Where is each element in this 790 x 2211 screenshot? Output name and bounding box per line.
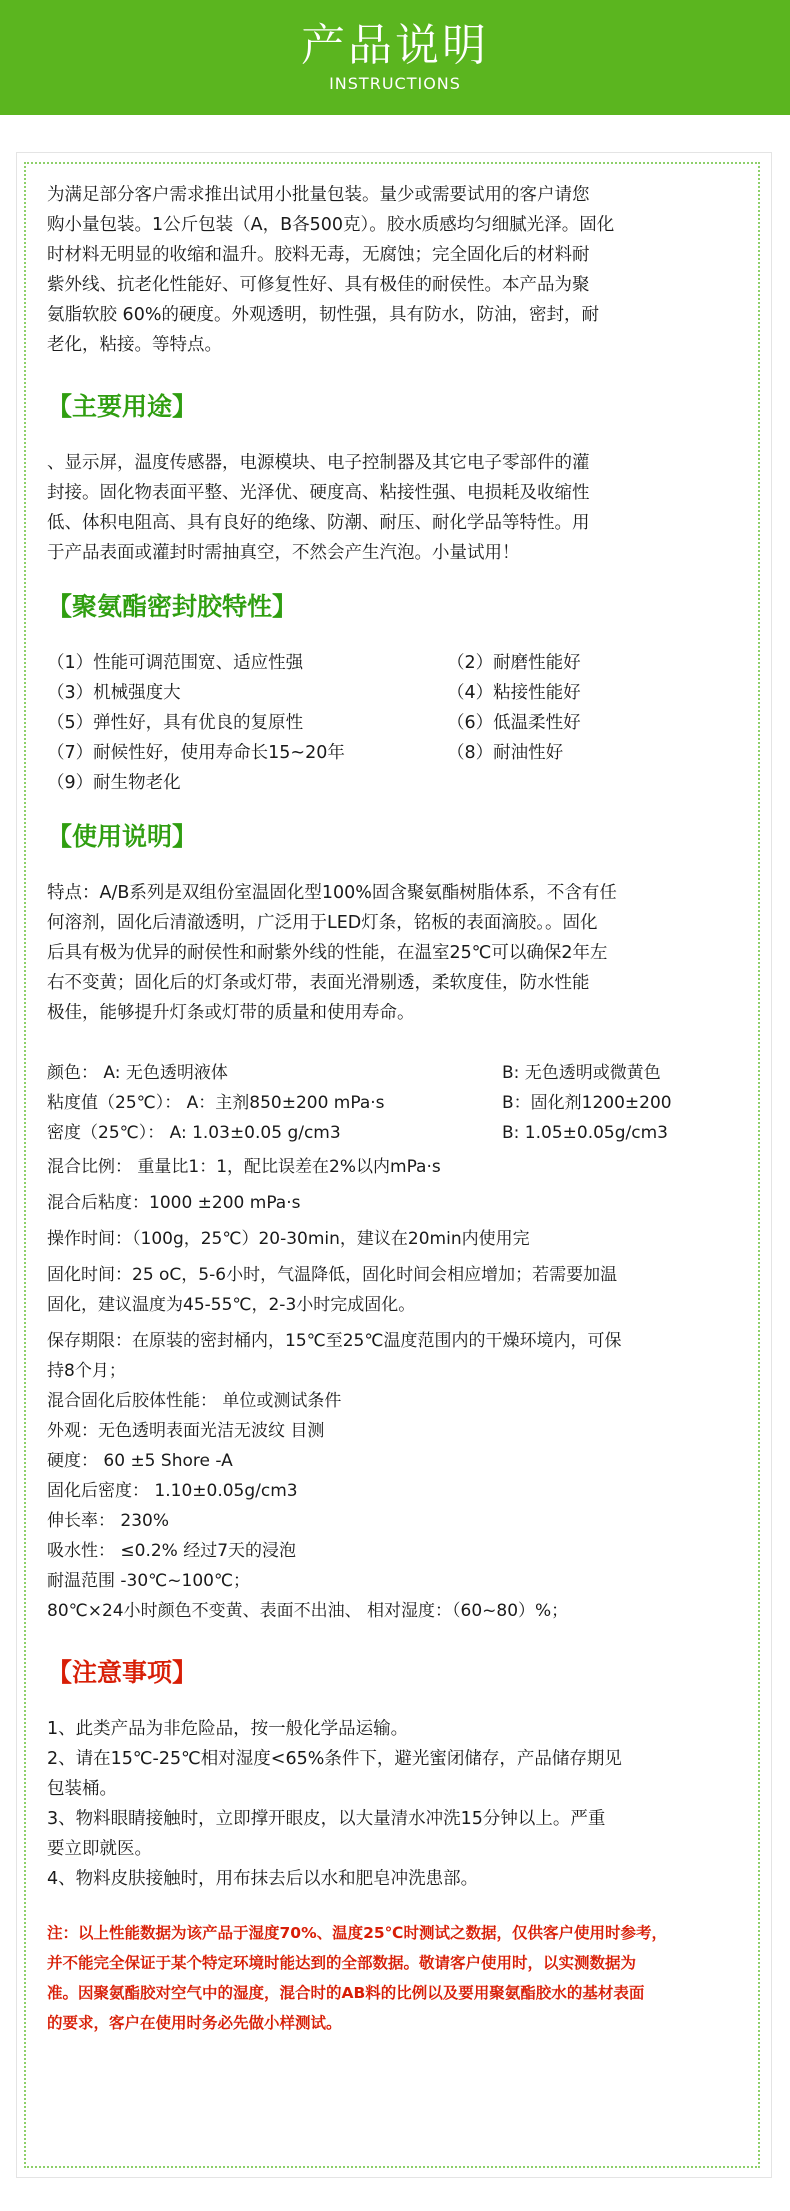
spec-density-a: 密度（25℃）： A: 1.03±0.05 g/cm3 xyxy=(47,1123,341,1143)
caution-item: 2、请在15℃-25℃相对湿度<65%条件下，避光蜜闭储存，产品储存期见 包装桶。 xyxy=(47,1749,622,1799)
caution-item: 3、物料眼睛接触时，立即撑开眼皮，以大量清水冲洗15分钟以上。严重 要立即就医。 xyxy=(47,1809,606,1859)
feature-item: （5）弹性好，具有优良的复原性 xyxy=(47,713,304,733)
feature-item: （7）耐候性好，使用寿命长15~20年 xyxy=(47,743,345,763)
feature-item: （6）低温柔性好 xyxy=(447,713,581,733)
header-banner xyxy=(0,0,790,115)
spec-viscosity-a: 粘度值（25℃）： A：主剂850±200 mPa·s xyxy=(47,1093,385,1113)
features-list xyxy=(47,648,747,798)
caution-item: 4、物料皮肤接触时，用布抹去后以水和肥皂冲洗患部。 xyxy=(47,1869,479,1889)
spec-mixed-viscosity: 混合后粘度：1000 ±200 mPa·s xyxy=(47,1193,301,1213)
section-title-features: 【聚氨酯密封胶特性】 xyxy=(47,592,298,621)
content-body xyxy=(47,180,747,2038)
feature-item: （2）耐磨性能好 xyxy=(447,653,581,673)
spec-shelf-life: 保存期限：在原装的密封桶内，15℃至25℃温度范围内的干燥环境内，可保 持8个月； xyxy=(47,1331,622,1381)
section-title-usage: 【主要用途】 xyxy=(47,392,198,421)
spec-cure-time: 固化时间：25 oC，5-6小时，气温降低，固化时间会相应增加；若需要加温 固化，建议温度为45-55℃，2-3小时完成固化。 xyxy=(47,1265,618,1315)
feature-item: （4）粘接性能好 xyxy=(447,683,581,703)
feature-item: （1）性能可调范围宽、适应性强 xyxy=(47,653,304,673)
disclaimer-note: 注：以上性能数据为该产品于湿度70%、温度25℃时测试之数据，仅供客户使用时参考， 并不能完全保证于某个特定环境时能达到的全部数据。敬请客户使用时，以实测数据为 准。因聚氨酯胶对空气中的湿度，混合时的AB料的比例以及要用聚氨酯胶水的基材表面 的要求，客户在使用时务必先做小样测试。 xyxy=(47,1924,667,2032)
caution-item: 1、此类产品为非危险品，按一般化学品运输。 xyxy=(47,1719,409,1739)
spec-viscosity-b: B：固化剂1200±200 xyxy=(502,1093,672,1113)
usage-paragraph: 、显示屏，温度传感器，电源模块、电子控制器及其它电子零部件的灌 封接。固化物表面平整、光泽优、硬度高、粘接性强、电损耗及收缩性 低、体积电阻高、具有良好的绝缘、防潮、耐压、耐化学品等特性。用 于产品表面或灌封时需抽真空，不然会产生汽泡。小量试用！ xyxy=(47,453,590,563)
spec-cured-properties: 混合固化后胶体性能： 单位或测试条件 外观：无色透明表面光洁无波纹 目测 硬度： 60 ±5 Shore -A 固化后密度： 1.10±0.05g/cm3 伸长率： 230% 吸水性： ≤0.2% 经过7天的浸泡 耐温范围 -30℃~100℃； 80℃×24小时颜色不变黄、表面不出油、 相对湿度：（60~80）%； xyxy=(47,1391,569,1621)
feature-item: （3）机械强度大 xyxy=(47,683,181,703)
intro-paragraph: 为满足部分客户需求推出试用小批量包装。量少或需要试用的客户请您 购小量包装。1公斤包装（A，B各500克）。胶水质感均匀细腻光泽。固化 时材料无明显的收缩和温升。胶料无毒，无腐蚀；完全固化后的材料耐 紫外线、抗老化性能好、可修复性好、具有极佳的耐侯性。本产品为聚 氨脂软胶 60%的硬度。外观透明，韧性强，具有防水，防油，密封，耐 老化，粘接。等特点。 xyxy=(47,185,615,355)
spec-table xyxy=(47,1058,747,1148)
feature-item: （9）耐生物老化 xyxy=(47,773,181,793)
spec-work-time: 操作时间：（100g，25℃）20-30min，建议在20min内使用完 xyxy=(47,1229,530,1249)
spec-color-a: 颜色： A: 无色透明液体 xyxy=(47,1063,228,1083)
page-subtitle: INSTRUCTIONS xyxy=(329,74,461,93)
section-title-instructions: 【使用说明】 xyxy=(47,822,198,851)
feature-item: （8）耐油性好 xyxy=(447,743,564,763)
spec-density-b: B: 1.05±0.05g/cm3 xyxy=(502,1123,668,1143)
spec-mix-ratio: 混合比例： 重量比1：1，配比误差在2%以内mPa·s xyxy=(47,1157,441,1177)
instructions-paragraph: 特点：A/B系列是双组份室温固化型100%固含聚氨酯树脂体系，不含有任 何溶剂，固化后清澈透明，广泛用于LED灯条，铭板的表面滴胶。。固化 后具有极为优异的耐侯性和耐紫外线的性能，在温室25℃可以确保2年左 右不变黄；固化后的灯条或灯带，表面光滑剔透，柔软度佳，防水性能 极佳，能够提升灯条或灯带的质量和使用寿命。 xyxy=(47,883,617,1023)
spec-color-b: B: 无色透明或微黄色 xyxy=(502,1063,661,1083)
page-title: 产品说明 xyxy=(301,20,489,71)
section-title-cautions: 【注意事项】 xyxy=(47,1658,198,1687)
